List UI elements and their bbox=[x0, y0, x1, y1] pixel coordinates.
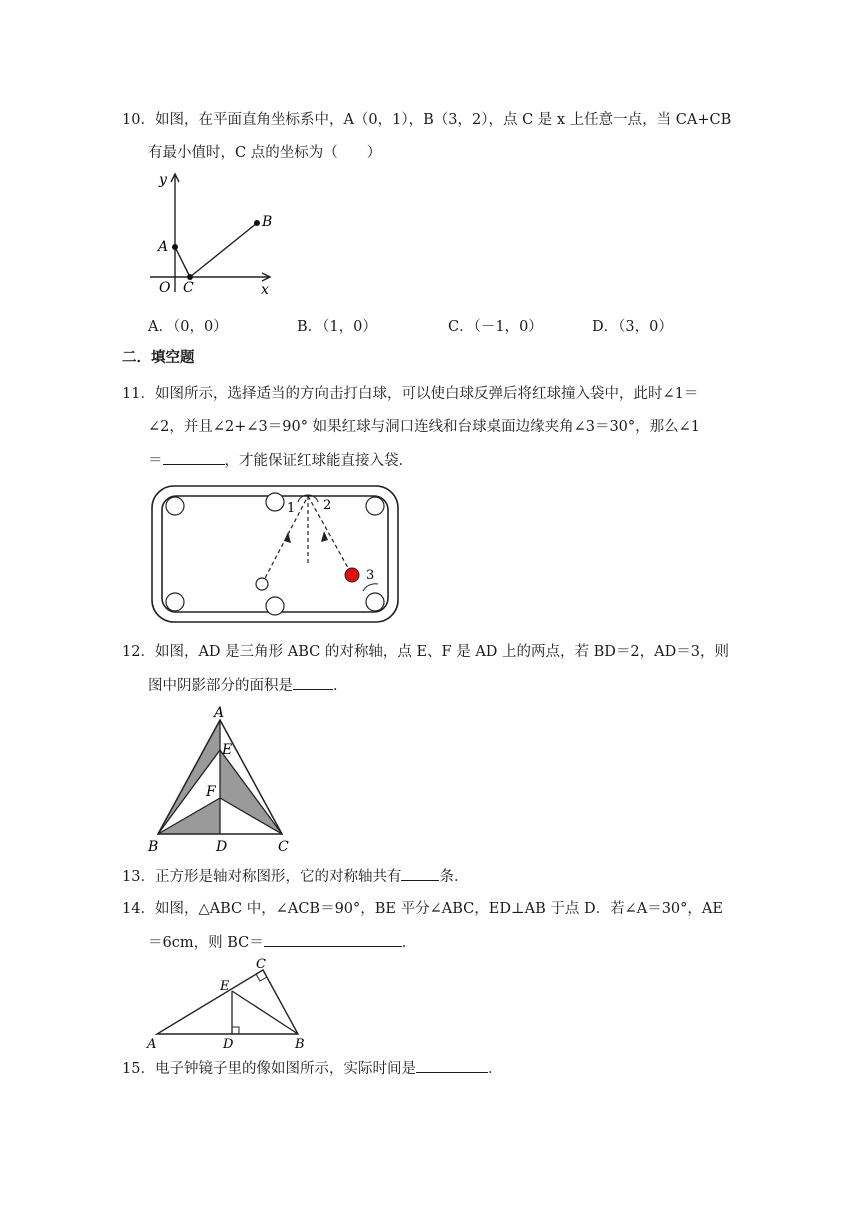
q11-label-angle3: 3 bbox=[366, 568, 375, 583]
q10-figure bbox=[140, 170, 280, 300]
q11-label-angle2: 2 bbox=[323, 498, 332, 513]
q10-option-a[interactable]: A．（0，0） bbox=[148, 319, 228, 335]
q11-line1: 11．如图所示，选择适当的方向击打白球，可以使白球反弹后将红球撞入袋中，此时∠1＝ bbox=[122, 386, 699, 402]
q10-segment-ac bbox=[175, 247, 190, 277]
q11-label-angle1: 1 bbox=[287, 501, 296, 516]
q13-answer-blank[interactable] bbox=[401, 866, 439, 881]
q10-label-o: O bbox=[159, 280, 171, 296]
q12-line2 bbox=[148, 675, 348, 696]
q12-answer-blank[interactable] bbox=[293, 675, 333, 690]
q12-line2-pre: 图中阴影部分的面积是 bbox=[148, 678, 293, 694]
pocket-top-left bbox=[166, 497, 184, 515]
q14-label-d: D bbox=[223, 1037, 234, 1052]
q12-label-d: D bbox=[216, 839, 228, 855]
pocket-top-right bbox=[366, 497, 384, 515]
q14-line2-pre: ＝6cm，则 BC＝ bbox=[148, 935, 264, 951]
q11-line3-post: ，才能保证红球能直接入袋． bbox=[224, 453, 413, 469]
q10-line1: 10．如图，在平面直角坐标系中，A（0，1），B（3，2），点 C 是 x 上任意一点，当 CA+CB bbox=[122, 112, 732, 128]
section-header: 二．填空题 bbox=[122, 350, 195, 366]
q11-answer-blank[interactable] bbox=[163, 450, 225, 465]
white-ball bbox=[256, 578, 268, 590]
q10-point-a bbox=[172, 244, 178, 250]
q10-option-c[interactable]: C．（－1，0） bbox=[448, 319, 543, 335]
q14-line2-post: ． bbox=[401, 935, 417, 951]
q10-option-b[interactable]: B．（1，0） bbox=[297, 319, 377, 335]
q13-post: 条． bbox=[439, 869, 469, 885]
q14-triangle-figure bbox=[145, 958, 315, 1050]
q10-segment-cb bbox=[190, 223, 257, 277]
q13-line bbox=[122, 866, 468, 887]
q11-line3 bbox=[148, 450, 413, 471]
q14-answer-blank[interactable] bbox=[264, 932, 402, 947]
q10-label-y: y bbox=[159, 172, 167, 188]
q12-label-c: C bbox=[278, 839, 289, 855]
q12-triangle-figure bbox=[140, 704, 300, 854]
q12-label-f: F bbox=[206, 784, 216, 800]
q12-line1: 12．如图，AD 是三角形 ABC 的对称轴，点 E、F 是 AD 上的两点，若 BD＝2，AD＝3，则 bbox=[122, 644, 729, 660]
q15-pre: 15．电子钟镜子里的像如图所示，实际时间是 bbox=[122, 1061, 416, 1077]
pocket-bottom-left bbox=[166, 593, 184, 611]
q15-answer-blank[interactable] bbox=[416, 1058, 488, 1073]
q11-line2: ∠2，并且∠2+∠3＝90° 如果红球与洞口连线和台球桌面边缘夹角∠3＝30°，那么∠1 bbox=[148, 419, 701, 435]
q12-label-e: E bbox=[222, 742, 233, 758]
red-ball bbox=[345, 568, 359, 582]
q14-label-b: B bbox=[295, 1037, 305, 1052]
pocket-bottom-right bbox=[366, 593, 384, 611]
q10-label-a: A bbox=[158, 239, 169, 255]
q10-label-c: C bbox=[183, 280, 194, 296]
q10-label-x: x bbox=[261, 282, 269, 298]
q14-label-e: E bbox=[220, 979, 230, 994]
q11-pool-table-figure bbox=[150, 484, 400, 624]
pocket-top-middle bbox=[266, 493, 284, 511]
q15-post: ． bbox=[487, 1061, 503, 1077]
q12-label-a: A bbox=[214, 705, 225, 721]
q10-label-b: B bbox=[262, 214, 273, 230]
q10-point-b bbox=[254, 220, 260, 226]
q14-line2 bbox=[148, 932, 416, 953]
q15-line bbox=[122, 1058, 502, 1079]
q12-label-b: B bbox=[148, 839, 159, 855]
q14-label-a: A bbox=[147, 1037, 157, 1052]
q10-option-d[interactable]: D．（3，0） bbox=[592, 319, 673, 335]
pocket-bottom-middle bbox=[266, 597, 284, 615]
q14-label-c: C bbox=[256, 957, 266, 972]
q11-line3-pre: ＝ bbox=[148, 453, 163, 469]
q14-line1: 14．如图，△ABC 中，∠ACB＝90°，BE 平分∠ABC，ED⊥AB 于点 D．若∠A＝30°，AE bbox=[122, 901, 723, 917]
q12-line2-post: ． bbox=[333, 678, 348, 694]
q10-line2: 有最小值时，C 点的坐标为（ ） bbox=[148, 145, 382, 161]
q13-pre: 13．正方形是轴对称图形，它的对称轴共有 bbox=[122, 869, 402, 885]
